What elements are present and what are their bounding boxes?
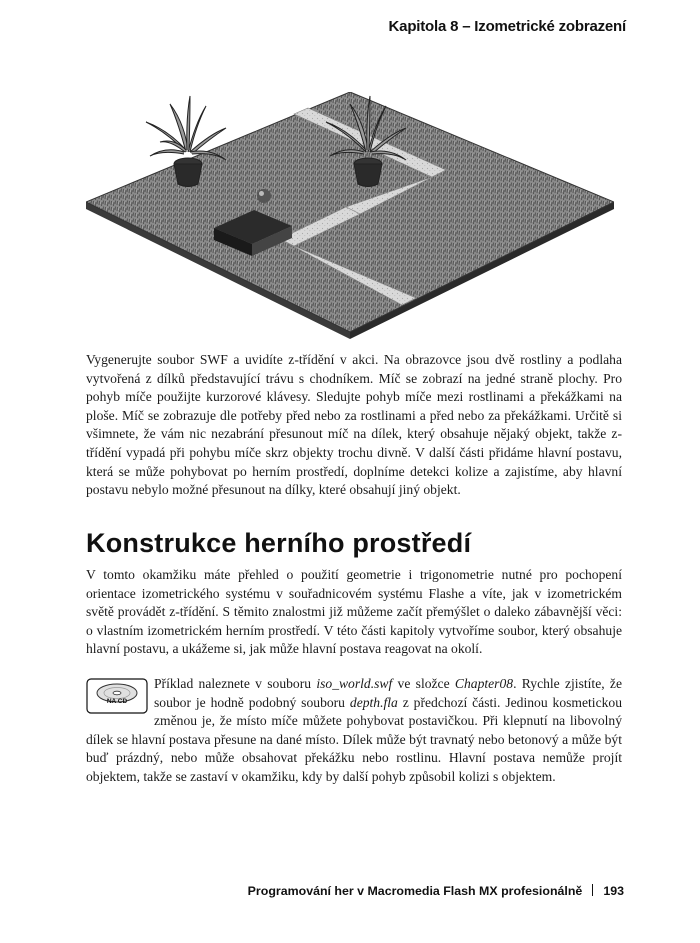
cd-badge-label: NA CD <box>106 698 128 706</box>
file-name-swf: iso_world.swf <box>316 676 393 691</box>
folder-name: Chapter08 <box>454 676 514 691</box>
paragraph-overview: V tomto okamžiku máte přehled o použití geometrie i trigonometrie nutné pro pochopení orientace izometrického systému v souřadnicovém systému Flashe a víte, jak v izometrickém světě provádět z-třídění. S těmito znalostmi již můžeme začít přemýšlet o daleko zábavnější věci: o vlastním izometrickém herním prostředí. V této části kapitoly vytvoříme soubor, který obsahuje hlavní postavu, a ukážeme si, jak může hlavní postava reagovat na okolí. <box>86 567 622 657</box>
file-name-fla: depth.fla <box>349 694 398 710</box>
example-text-4: z předchozí části. Jedinou kosmetickou změnou je, že místo míče můžete pohybovat postavičkou. Při klepnutí na libovolný dílek se hlavní postava přesune na dané místo. Dílek může být travnatý nebo betonový a může být buď prázdný, nebo může obsahovat překážku nebo rostlinu. Hlavní postava nemůže projít objektem, takže se zastaví v okamžiku, kdy by další pohyb způsobil kolizi s objektem. <box>86 694 622 784</box>
isometric-garden-illustration <box>86 92 614 342</box>
paragraph-example <box>86 675 622 787</box>
footer-separator <box>592 884 593 896</box>
page-footer <box>248 884 624 898</box>
cd-badge <box>86 678 148 714</box>
example-text-2: ve složce <box>392 676 455 691</box>
page-number: 193 <box>603 884 624 898</box>
running-head: Kapitola 8 – Izometrické zobrazení <box>388 18 626 35</box>
example-text-1: Příklad naleznete v souboru <box>154 676 317 691</box>
section-title: Konstrukce herního prostředí <box>86 528 472 558</box>
footer-book-title: Programování her v Macromedia Flash MX profesionálně <box>247 884 583 898</box>
ball <box>257 189 271 203</box>
paragraph-intro: Vygenerujte soubor SWF a uvidíte z-třídění v akci. Na obrazovce jsou dvě rostliny a podlaha vytvořená z dílků představující trávu s chodníkem. Míč se zobrazí na jedné straně plochy. Pro pohyb míče použijte kurzorové klávesy. Sledujte pohyb míče mezi rostlinami a překážkami na ploše. Míč se zobrazuje dle potřeby před nebo za rostlinami a před nebo za překážkami. Určitě si všimnete, že vám nic nezabrání přesunout míč na dílek, který obsahuje nějaký objekt, takže z-třídění vypadá při pohybu míče skrz objekty trochu divně. V další části přidáme hlavní postavu, která se může pohybovat po herním prostředí, doplníme detekci kolize a zajistíme, aby hlavní postavu nebylo možné přesunout na dílky, které obsahují jiný objekt. <box>86 352 622 498</box>
example-text-3: . Rychle zjistíte, že soubor je hodně podobný souboru <box>154 676 622 710</box>
